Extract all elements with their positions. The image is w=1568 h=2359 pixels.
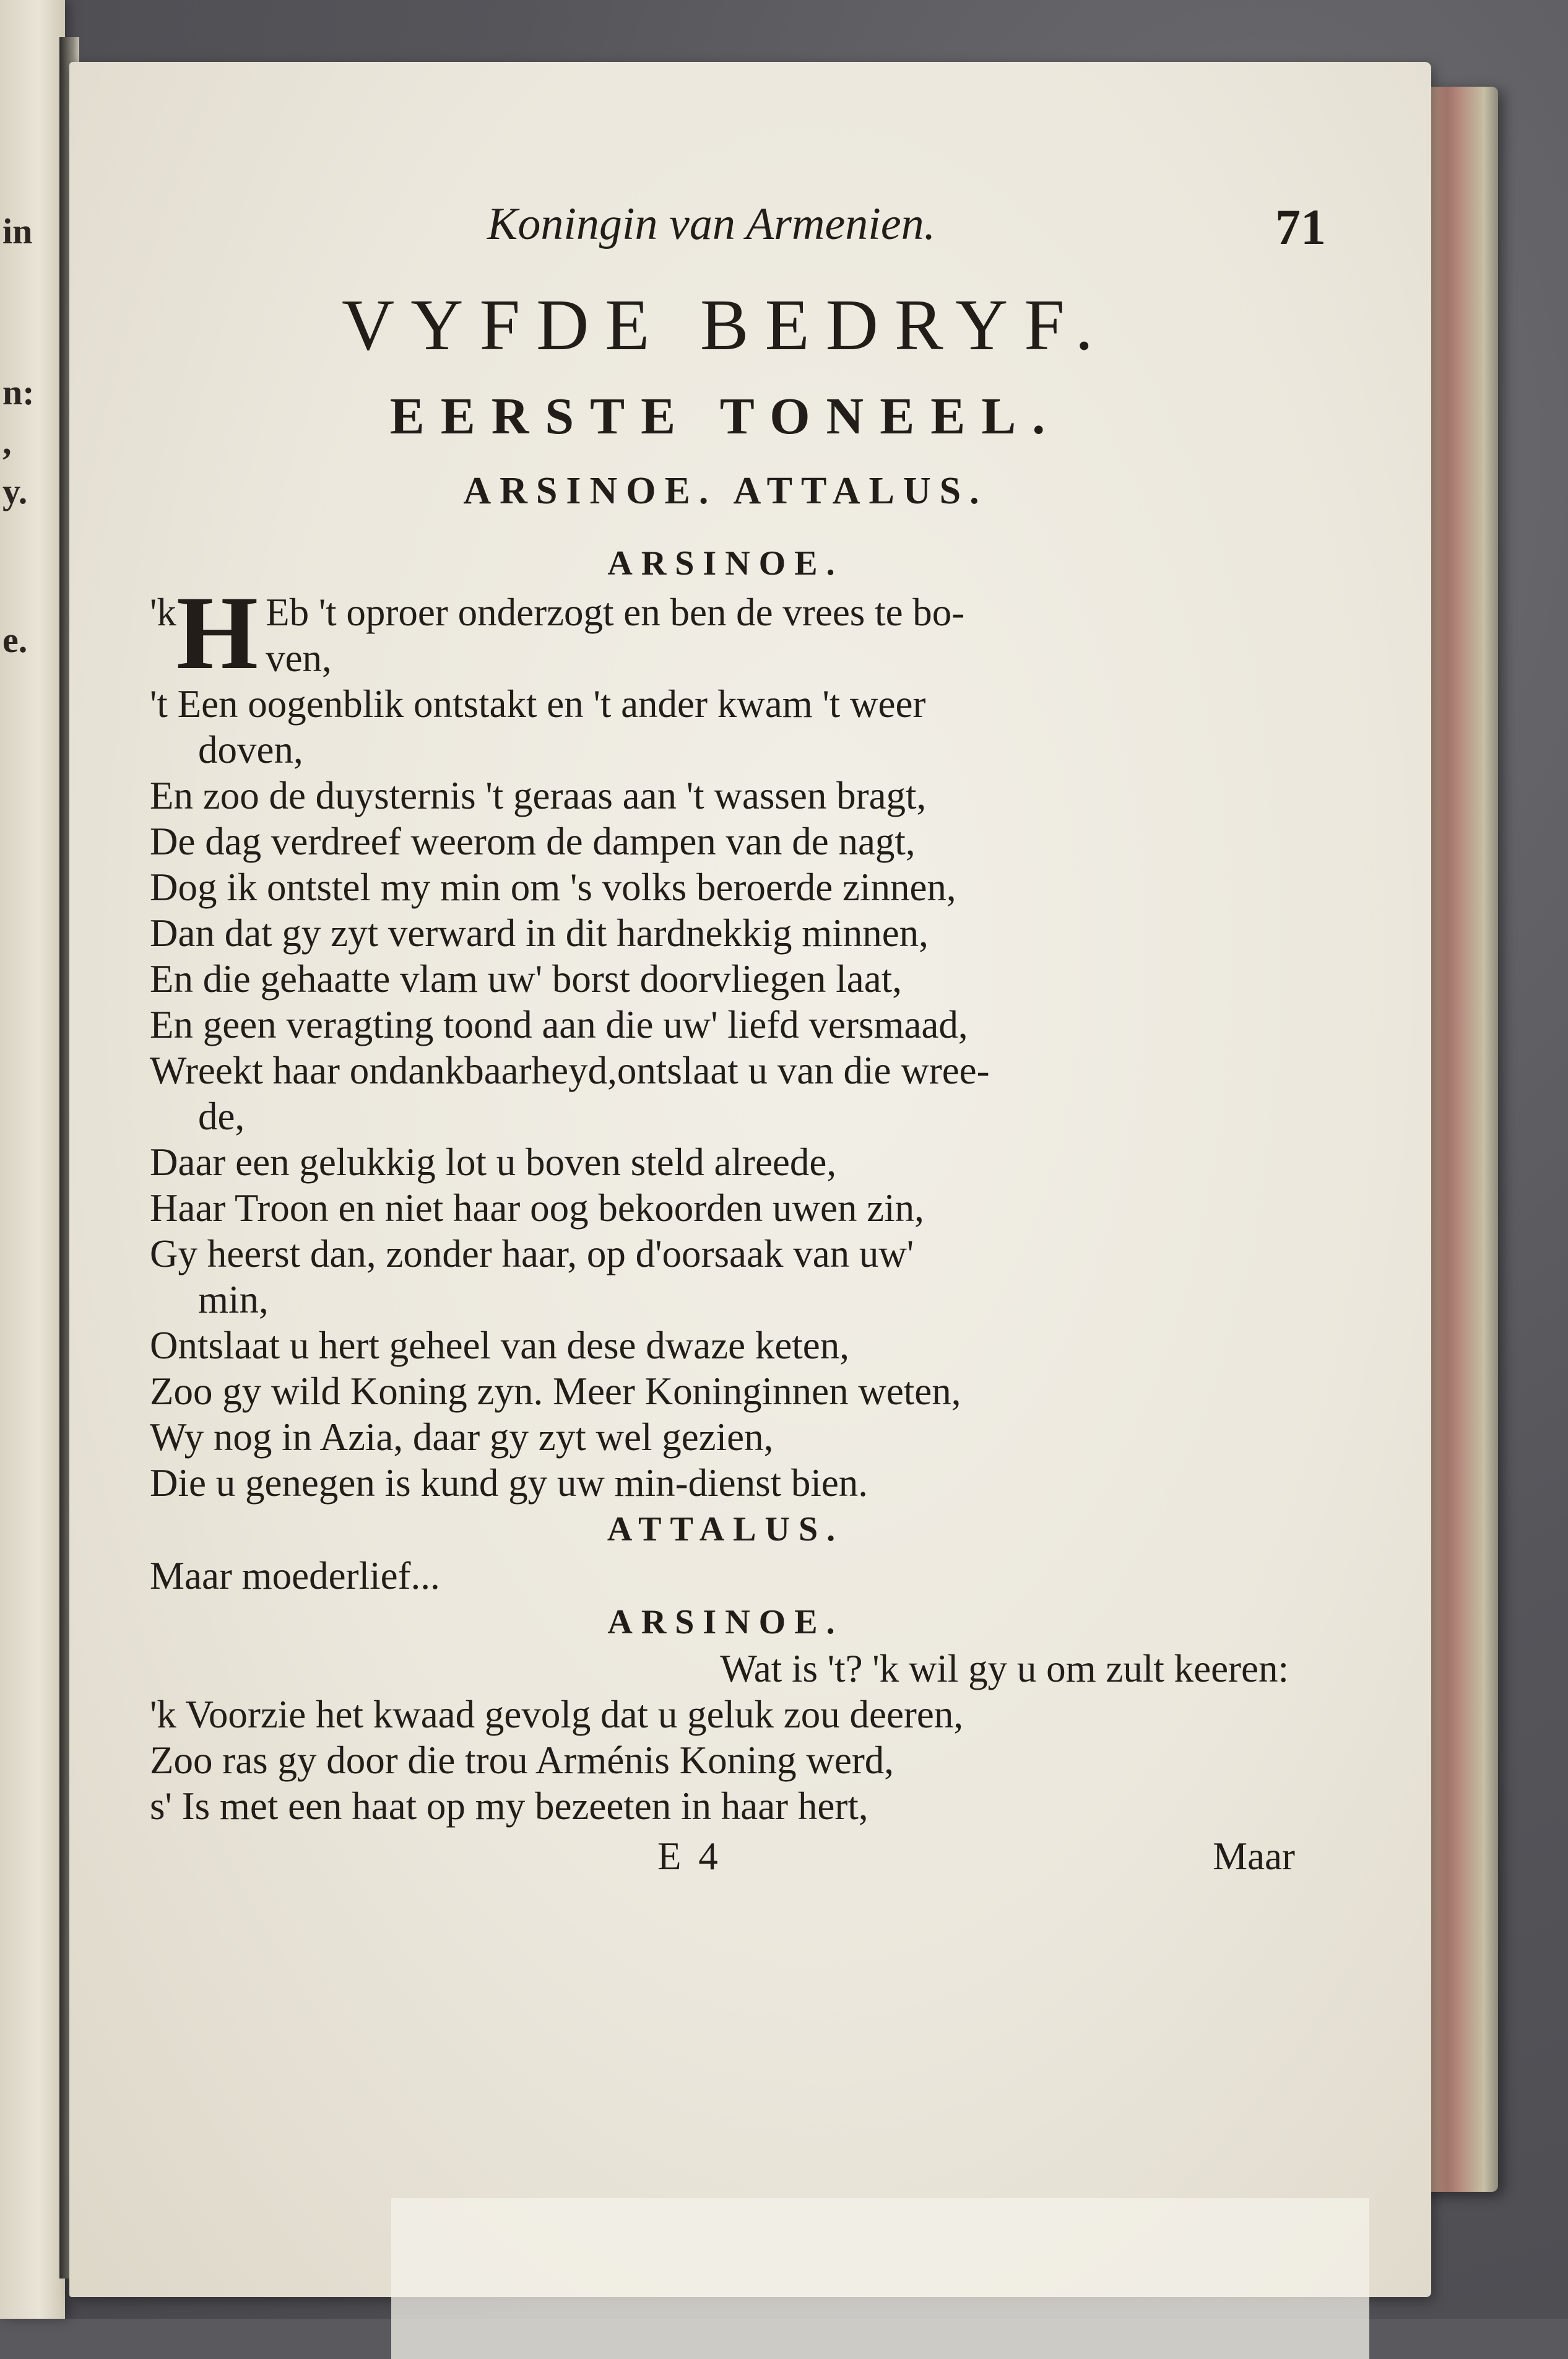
verse-line: s' Is met een haat op my bezeeten in haar hert,	[150, 1784, 868, 1828]
facing-left-page	[0, 0, 65, 2319]
speech	[150, 1599, 1301, 1829]
drop-cap: H	[176, 575, 259, 691]
act-title: VYFDE BEDRYF.	[342, 284, 1109, 365]
verse-prefix: 'k	[150, 591, 176, 634]
verse-line: doven,	[198, 728, 303, 771]
verse-line: Zoo gy wild Koning zyn. Meer Koninginnen weten,	[150, 1370, 961, 1413]
verse-line: Zoo ras gy door die trou Arménis Koning werd,	[150, 1739, 894, 1782]
verse-line: de,	[198, 1095, 245, 1138]
verse-line: En zoo de duysternis 't geraas aan 't wassen bragt,	[150, 774, 927, 817]
verse-line: De dag verdreef weerom de dampen van de nagt,	[150, 820, 916, 863]
verse-line: Wat is 't? 'k wil gy u om zult keeren:	[720, 1647, 1289, 1690]
verse-line: min,	[198, 1278, 269, 1321]
speaker-name: ARSINOE.	[607, 544, 844, 583]
verse-line: En die gehaatte vlam uw' borst doorvliegen laat,	[150, 957, 902, 1001]
page-footer	[150, 1834, 1301, 1890]
verse-line: Maar moederlief...	[150, 1554, 440, 1597]
verse-line: Ontslaat u hert geheel van dese dwaze keten,	[150, 1324, 850, 1367]
left-page-fragment: ,	[2, 422, 12, 462]
verse-line: 'k Voorzie het kwaad gevolg dat u geluk zou deeren,	[150, 1693, 964, 1736]
left-page-fragment: in	[2, 211, 33, 251]
verse-line: Haar Troon en niet haar oog bekoorden uwen zin,	[150, 1186, 924, 1230]
speech	[150, 1506, 1301, 1599]
verse-line: Dog ik ontstel my min om 's volks beroerde zinnen,	[150, 866, 956, 909]
verse-line: Eb 't oproer onderzogt en ben de vrees te bo-	[266, 591, 965, 634]
running-title: Koningin van Armenien.	[487, 199, 936, 250]
catchword: Maar	[1213, 1835, 1295, 1878]
verse-line: 't Een oogenblik ontstakt en 't ander kwam 't weer	[150, 682, 926, 726]
opening-lines	[150, 575, 1301, 691]
page-content	[150, 198, 1326, 1890]
verse-line: ven,	[266, 636, 332, 680]
speech	[150, 540, 1301, 1506]
left-page-fragment: e.	[2, 620, 28, 660]
signature-mark: E 4	[657, 1835, 722, 1878]
scene-title: EERSTE TONEEL.	[389, 388, 1062, 445]
verse-line: En geen veragting toond aan die uw' liefd versmaad,	[150, 1003, 968, 1046]
verse-line: Wreekt haar ondankbaarheyd,ontslaat u van die wree-	[150, 1049, 990, 1092]
book-page	[69, 62, 1431, 2297]
paper-slip	[391, 2198, 1369, 2359]
verse-line: Dan dat gy zyt verward in dit hardnekkig minnen,	[150, 911, 929, 955]
verse-line: Wy nog in Azia, daar gy zyt wel gezien,	[150, 1415, 774, 1459]
verse-line: Gy heerst dan, zonder haar, op d'oorsaak van uw'	[150, 1232, 914, 1275]
running-head	[150, 198, 1326, 272]
left-page-fragment: y.	[2, 471, 28, 511]
page-number: 71	[1275, 199, 1326, 255]
verse-line: Die u genegen is kund gy uw min-dienst bien.	[150, 1461, 868, 1505]
verse-line: Daar een gelukkig lot u boven steld alreede,	[150, 1140, 837, 1184]
speaker-name: ATTALUS.	[607, 1510, 844, 1549]
left-page-fragment: n:	[2, 372, 35, 412]
cast-list: ARSINOE. ATTALUS.	[463, 470, 988, 512]
speaker-name: ARSINOE.	[607, 1603, 844, 1641]
